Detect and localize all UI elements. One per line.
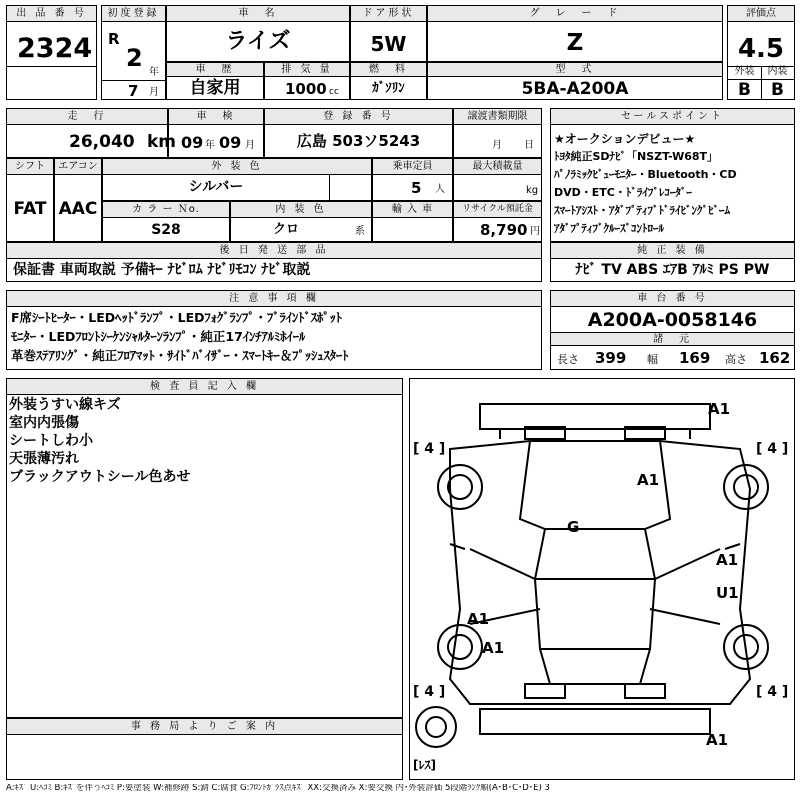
damage-mark-right-front: A1 [716, 551, 739, 569]
first-reg-box: 初度登録 R 2 年 7 月 [101, 5, 166, 100]
aircon-box: エアコン AAC [54, 158, 102, 242]
door-type: 5W [370, 32, 407, 56]
later-items-box: 後 日 発 送 部 品 保証書 車両取説 予備ｷｰ ﾅﾋﾞﾛﾑ ﾅﾋﾞﾘﾓｺﾝ ﾅﾋﾞ取説 [6, 242, 542, 282]
inspector-line: 天張薄汚れ [9, 451, 79, 467]
notes-line: 革巻ｽﾃｱﾘﾝｸﾞ・純正ﾌﾛｱﾏｯﾄ・ｻｲﾄﾞﾊﾞｲｻﾞｰ・ｽﾏｰﾄｷｰ＆ﾌﾟｯｼｭｽﾀｰﾄ [11, 348, 349, 363]
office-box: 事 務 局 よ り ご 案 内 [6, 718, 403, 780]
grade-label: グ レ ー ド [428, 6, 722, 22]
recycle-box: リサイクル預託金 8,790 円 [453, 201, 542, 242]
damage-mark-left-front: A1 [467, 610, 490, 628]
ext-color: シルバー [188, 179, 244, 195]
spec-width: 169 [679, 349, 711, 367]
int-color: クロ [272, 222, 299, 237]
inspection-month: 09 [219, 133, 242, 152]
transfer-box: 譲渡書類期限 月 日 [453, 108, 542, 158]
inspection-year: 09 [181, 133, 204, 152]
color-no-box: カ ラ ー Ｎo. S28 [102, 201, 230, 242]
inspector-line: 室内内張傷 [9, 415, 79, 431]
car-name-label: 車 名 [167, 6, 349, 22]
sales-point-line: ﾄﾖﾀ純正SDﾅﾋﾞ「NSZT-W68T」 [554, 150, 719, 163]
inspector-line: シートしわ小 [9, 433, 93, 449]
sales-point-line: ｽﾏｰﾄｱｼｽﾄ・ｱﾀﾞﾌﾟﾃｨﾌﾞﾄﾞﾗｲﾋﾞﾝｸﾞﾋﾞｰﾑ [554, 204, 730, 217]
history: 自家用 [189, 78, 241, 98]
score-box: 評価点 4.5 外装 内装 B B [727, 5, 795, 100]
inspector-box: 検 査 員 記 入 欄 外装うすい線キズ 室内内張傷 シートしわ小 天張薄汚れ ブラックアウトシール色あせ [6, 378, 403, 718]
damage-mark-left-rear: A1 [482, 639, 505, 657]
aircon: AAC [58, 199, 98, 219]
int-color-box: 内 装 色 クロ 系 [230, 201, 372, 242]
spec-height: 162 [759, 349, 791, 367]
fuel: ｶﾞｿﾘﾝ [372, 81, 405, 96]
notes-box: 注 意 事 項 欄 F席ｼｰﾄﾋｰﾀｰ・LEDﾍｯﾄﾞﾗﾝﾌﾟ・LEDﾌｫｸﾞﾗﾝﾌﾟ・ﾌﾞﾗｲﾝﾄﾞｽﾎﾟｯﾄ ﾓﾆﾀｰ・LEDﾌﾛﾝﾄｼｰｹﾝｼｬﾙﾀｰﾝﾗﾝﾌﾟ・純正17ｲﾝﾁｱﾙﾐﾎｲｰﾙ 革巻ｽﾃｱﾘﾝｸﾞ・純正ﾌﾛｱﾏｯﾄ・ｻｲﾄﾞﾊﾞｲｻﾞｰ・ｽﾏｰﾄｷｰ＆ﾌﾟｯｼｭｽﾀｰﾄ [6, 290, 542, 370]
mileage: 26,040 [69, 132, 135, 152]
registration-number: 広島 503ソ5243 [296, 132, 421, 150]
sales-point-line: ｱﾀﾞﾌﾟﾃｨﾌﾞｸﾙｰｽﾞｺﾝﾄﾛｰﾙ [554, 222, 664, 235]
car-name: ライズ [225, 29, 291, 54]
int-score: B [771, 80, 784, 100]
genuine-box: 純 正 装 備 ﾅﾋﾞ TV ABS ｴｱB ｱﾙﾐ PS PW [550, 242, 795, 282]
first-reg-label: 初度登録 [102, 6, 165, 22]
sales-point-box: セールスポイント ★オークションデビュー★ ﾄﾖﾀ純正SDﾅﾋﾞ「NSZT-W68T」 ﾊﾟﾉﾗﾐｯｸﾋﾞｭｰﾓﾆﾀｰ・Bluetooth・CD DVD・ETC・ﾄﾞﾗｲﾌﾞﾚｺｰﾀﾞｰ ｽﾏｰﾄｱｼｽﾄ・ｱﾀﾞﾌﾟﾃｨﾌﾞﾄﾞﾗｲﾋﾞﾝｸﾞﾋﾞｰﾑ ｱﾀﾞﾌﾟﾃｨﾌﾞｸﾙｰｽﾞｺﾝﾄﾛｰﾙ [550, 108, 795, 242]
recycle-fee: 8,790 [480, 221, 528, 239]
lot-number: 2324 [17, 33, 93, 64]
shift-box: シフト FAT [6, 158, 54, 242]
displacement-box: 排 気 量 1000 cc [264, 62, 350, 100]
car-diagram-svg [410, 379, 796, 781]
sales-point-line: ﾊﾟﾉﾗﾐｯｸﾋﾞｭｰﾓﾆﾀｰ・Bluetooth・CD [554, 168, 737, 181]
chassis-number: A200A-0058146 [587, 309, 758, 331]
inspector-line: 外装うすい線キズ [9, 397, 121, 413]
displacement: 1000 [285, 80, 327, 98]
capacity: 5 [411, 179, 422, 197]
mileage-box: 走 行 26,040 km [6, 108, 168, 158]
door-label: ドア形状 [351, 6, 426, 22]
damage-mark-front: A1 [708, 400, 731, 418]
lot-label: 出 品 番 号 [7, 6, 96, 22]
ext-color-box: 外 装 色 シルバー [102, 158, 372, 201]
damage-mark-roof: G [567, 518, 580, 536]
max-load-box: 最大積載量 kg [453, 158, 542, 201]
capacity-box: 乗車定員 5 人 [372, 158, 453, 201]
car-diagram [409, 378, 795, 780]
later-items: 保証書 車両取説 予備ｷｰ ﾅﾋﾞﾛﾑ ﾅﾋﾞﾘﾓｺﾝ ﾅﾋﾞ取説 [13, 262, 311, 278]
tire-lf: [ 4 ] [413, 441, 446, 457]
first-reg-year: 2 [126, 44, 143, 72]
ext-score: B [738, 80, 751, 100]
history-box: 車 歴 自家用 [166, 62, 264, 100]
notes-line: F席ｼｰﾄﾋｰﾀｰ・LEDﾍｯﾄﾞﾗﾝﾌﾟ・LEDﾌｫｸﾞﾗﾝﾌﾟ・ﾌﾞﾗｲﾝﾄﾞｽﾎﾟｯﾄ [11, 310, 343, 325]
score-label: 評価点 [728, 6, 794, 22]
door-box [350, 5, 427, 62]
sales-point-line: DVD・ETC・ﾄﾞﾗｲﾌﾞﾚｺｰﾀﾞｰ [554, 186, 692, 199]
model: 5BA-A200A [521, 79, 629, 99]
legend: A:ｷｽﾞ U:ﾍｺﾐ B:ｷｽﾞを伴うﾍｺﾐ P:要塗装 W:補修跡 S:錆 C:腐食 G:ﾌﾛﾝﾄｶﾞﾗｽ点ｷｽﾞ XX:交換済み X:要交換 内･外装評価 5段階ﾗﾝｸ順(A･B･C･D･E) 3 [6, 784, 550, 793]
genuine-equipment: ﾅﾋﾞ TV ABS ｴｱB ｱﾙﾐ PS PW [575, 262, 770, 278]
notes-line: ﾓﾆﾀｰ・LEDﾌﾛﾝﾄｼｰｹﾝｼｬﾙﾀｰﾝﾗﾝﾌﾟ・純正17ｲﾝﾁｱﾙﾐﾎｲｰﾙ [11, 329, 306, 344]
fuel-box: 燃 料 ｶﾞｿﾘﾝ [350, 62, 427, 100]
grade-box [427, 5, 723, 62]
shift: FAT [13, 199, 47, 219]
first-reg-month: 7 [128, 82, 139, 100]
inspection-box: 車 検 09 年 09 月 [168, 108, 264, 158]
damage-mark-right-rear: U1 [716, 584, 739, 602]
lot-box [6, 5, 97, 100]
chassis-box: 車 台 番 号 A200A-0058146 諸 元 長さ 399 幅 169 高さ 162 [550, 290, 795, 370]
damage-mark-rear: A1 [706, 731, 729, 749]
model-box: 型 式 5BA-A200A [427, 62, 723, 100]
inspector-line: ブラックアウトシール色あせ [9, 469, 191, 485]
tire-rr: [ 4 ] [756, 684, 789, 700]
grade: Z [566, 30, 584, 56]
tire-lr: [ 4 ] [413, 684, 446, 700]
color-no: S28 [151, 222, 181, 238]
tire-rf: [ 4 ] [756, 441, 789, 457]
score-value: 4.5 [737, 34, 785, 64]
first-reg-era: R [108, 30, 120, 48]
import-box: 輸 入 車 [372, 201, 453, 242]
registration-box: 登 録 番 号 広島 503ソ5243 [264, 108, 453, 158]
sales-point-line: ★オークションデビュー★ [554, 132, 696, 146]
tire-spare: [ﾚｽ] [413, 758, 436, 772]
car-name-box [166, 5, 350, 62]
damage-mark-bonnet: A1 [637, 471, 660, 489]
spec-length: 399 [595, 349, 627, 367]
